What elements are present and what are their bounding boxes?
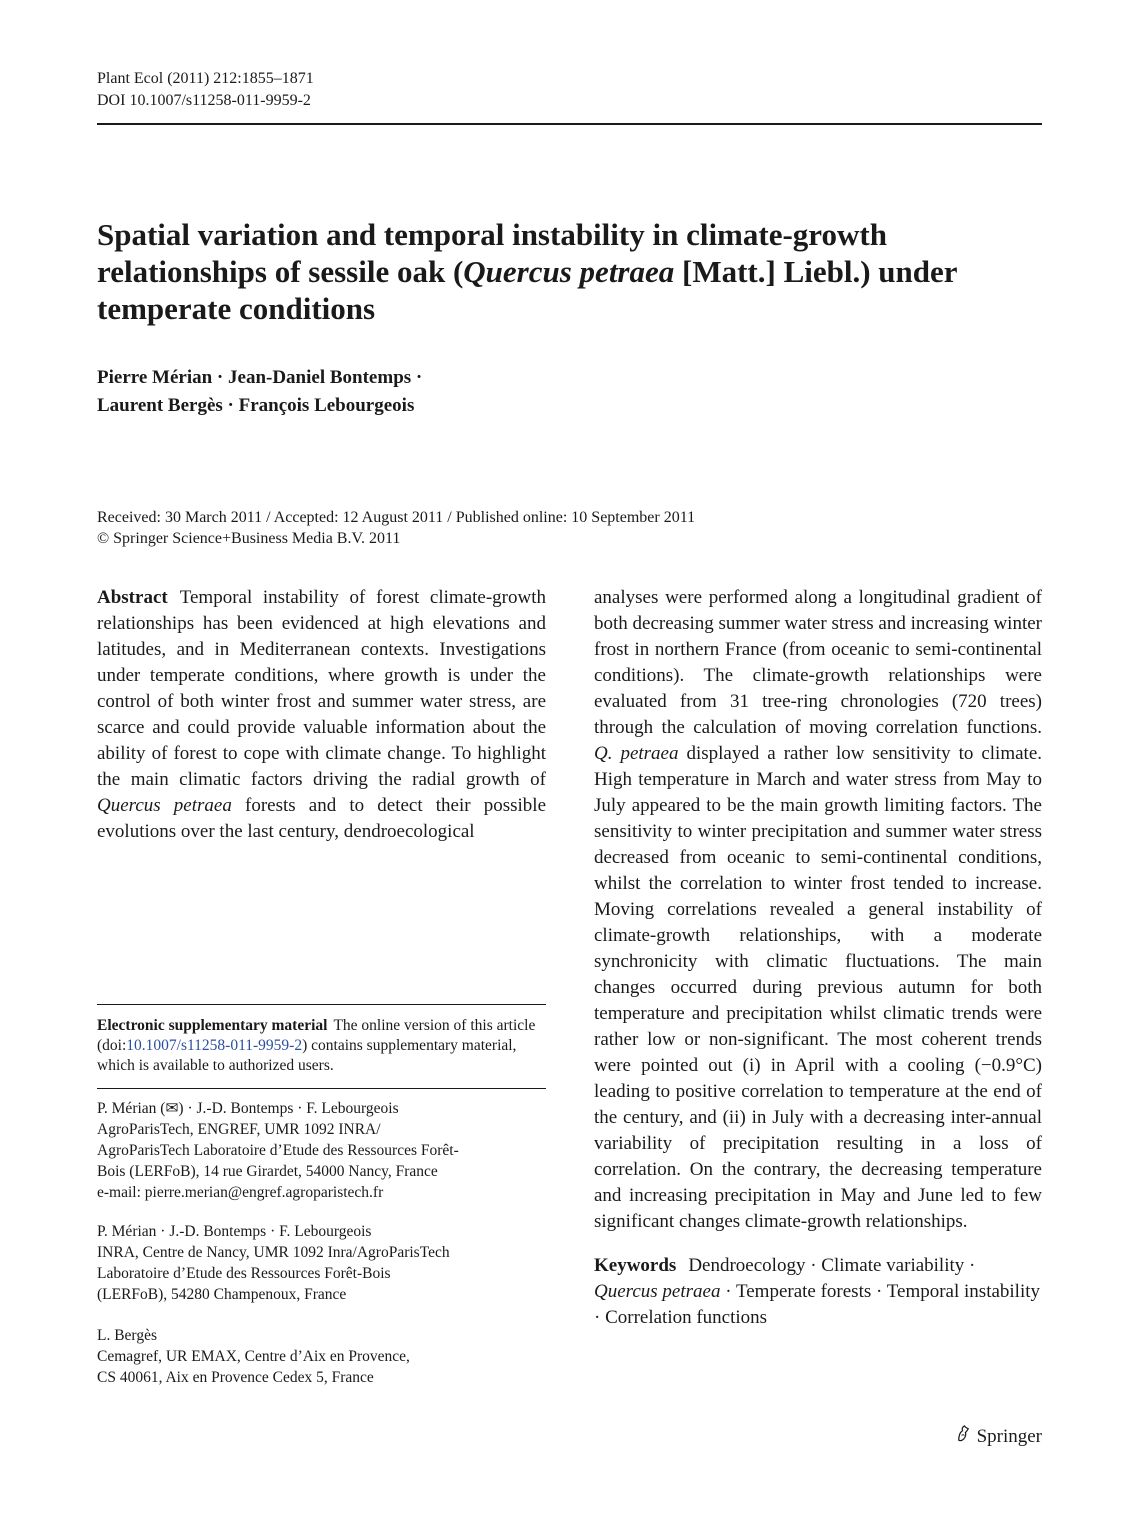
abstract-text-left-b: forests and to detect their possible evolutions over the last century, dendroecological xyxy=(97,795,546,842)
abstract-left-column xyxy=(97,585,546,845)
keywords-species: Quercus petraea xyxy=(594,1281,721,1302)
keywords-heading: Keywords xyxy=(594,1255,677,1276)
received-accepted-published: Received: 30 March 2011 / Accepted: 12 August 2011 / Published online: 10 September 2011 xyxy=(97,509,696,526)
journal-citation: Plant Ecol (2011) 212:1855–1871 xyxy=(97,70,314,87)
publication-history xyxy=(97,507,695,549)
abstract-text-right-a: analyses were performed along a longitudinal gradient of both decreasing summer water stress and increasing winter frost in northern France (from oceanic to semi-continental conditions). The climate-growth relationships were evaluated from 31 tree-ring chronologies (720 trees) through the calculation of moving correlation functions. xyxy=(594,587,1042,738)
title-species: Quercus petraea xyxy=(463,254,675,289)
affiliation-line: (LERFoB), 54280 Champenoux, France xyxy=(97,1286,347,1303)
title-part-2: [Matt.] Liebl.) under temperate conditions xyxy=(97,254,957,326)
copyright-line: © Springer Science+Business Media B.V. 2011 xyxy=(97,530,401,547)
affiliation-names: L. Bergès xyxy=(97,1327,157,1344)
article-title xyxy=(97,216,1042,327)
affiliation-names: P. Mérian (✉) · J.-D. Bontemps · F. Lebourgeois xyxy=(97,1100,399,1117)
doi-line: DOI 10.1007/s11258-011-9959-2 xyxy=(97,92,311,109)
abstract-paragraph-right xyxy=(594,585,1042,1235)
keywords-part-2: · Temperate forests · Temporal instability · Correlation functions xyxy=(594,1281,1041,1328)
affiliation-block xyxy=(97,1221,546,1305)
keywords-part-1: Dendroecology · Climate variability · xyxy=(688,1255,976,1276)
esm-doi-link[interactable]: 10.1007/s11258-011-9959-2 xyxy=(126,1037,303,1054)
abstract-species-right: Q. petraea xyxy=(594,743,679,764)
journal-header xyxy=(97,68,314,112)
footnote-rule-bottom xyxy=(97,1088,546,1089)
abstract-paragraph-left xyxy=(97,585,546,845)
affiliation-block xyxy=(97,1098,546,1203)
affiliation-line: AgroParisTech, ENGREF, UMR 1092 INRA/ xyxy=(97,1121,381,1138)
affiliation-email[interactable]: e-mail: pierre.merian@engref.agroparistech.fr xyxy=(97,1184,384,1201)
affiliation-line: CS 40061, Aix en Provence Cedex 5, France xyxy=(97,1369,374,1386)
affiliation-line: AgroParisTech Laboratoire d’Etude des Ressources Forêt- xyxy=(97,1142,459,1159)
publisher-name: Springer xyxy=(976,1426,1042,1447)
affiliation-names: P. Mérian · J.-D. Bontemps · F. Lebourgeois xyxy=(97,1223,372,1240)
abstract-species-left: Quercus petraea xyxy=(97,795,232,816)
title-part-1: Spatial variation and temporal instability in climate-growth relationships of sessile oak ( xyxy=(97,217,887,289)
footnote-rule-top xyxy=(97,1004,546,1005)
publisher-logo xyxy=(954,1424,1042,1450)
esm-text-a: The online version of this article (doi: xyxy=(97,1017,536,1054)
springer-horse-icon xyxy=(954,1424,973,1450)
abstract-heading: Abstract xyxy=(97,587,168,608)
author-list xyxy=(97,364,422,420)
affiliation-block xyxy=(97,1325,546,1388)
abstract-text-left-a: Temporal instability of forest climate-growth relationships has been evidenced at high elevations and latitudes, and in Mediterranean contexts. Investigations under temperate conditions, where growth is under the control of both winter frost and summer water stress, are scarce and could provide valuable information about the ability of forest to cope with climate change. To highlight the main climatic factors driving the radial growth of xyxy=(97,587,546,790)
affiliation-line: Laboratoire d’Etude des Ressources Forêt-Bois xyxy=(97,1265,391,1282)
abstract-text-right-b: displayed a rather low sensitivity to climate. High temperature in March and water stress from May to July appeared to be the main growth limiting factors. The sensitivity to winter precipitation and summer water stress decreased from oceanic to semi-continental conditions, whilst the correlation to winter frost tended to increase. Moving correlations revealed a general instability of climate-growth relationships, with a moderate synchronicity with climatic fluctuations. The main changes occurred during previous autumn for both temperature and precipitation whilst climatic trends were rather low or non-significant. The most coherent trends were pointed out (i) in April with a cooling (−0.9°C) leading to positive correlation to temperature at the end of the century, and (ii) in July with a decreasing inter-annual variability of precipitation resulting in a loss of correlation. On the contrary, the decreasing temperature and increasing precipitation in May and June led to few significant changes climate-growth relationships. xyxy=(594,743,1042,1232)
esm-text-b: ) contains supplementary material, which is available to authorized users. xyxy=(97,1037,517,1074)
abstract-right-column xyxy=(594,585,1042,1331)
affiliation-line: Bois (LERFoB), 14 rue Girardet, 54000 Nancy, France xyxy=(97,1163,438,1180)
esm-heading: Electronic supplementary material xyxy=(97,1017,328,1034)
authors-line-2: Laurent Bergès · François Lebourgeois xyxy=(97,395,415,416)
supplementary-material-note xyxy=(97,1016,546,1076)
keywords-paragraph xyxy=(594,1253,1042,1331)
affiliation-line: INRA, Centre de Nancy, UMR 1092 Inra/AgroParisTech xyxy=(97,1244,450,1261)
authors-line-1: Pierre Mérian · Jean-Daniel Bontemps · xyxy=(97,367,423,388)
affiliation-line: Cemagref, UR EMAX, Centre d’Aix en Provence, xyxy=(97,1348,410,1365)
header-rule xyxy=(97,123,1042,125)
